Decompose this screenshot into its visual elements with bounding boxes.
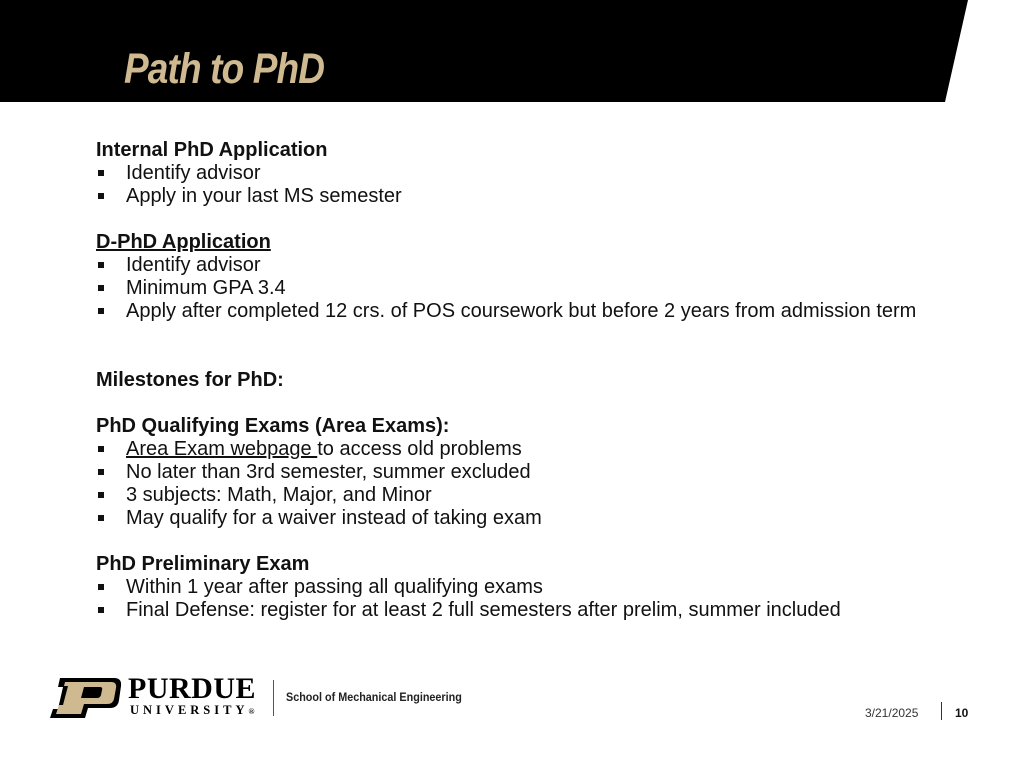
list-item: Within 1 year after passing all qualifying exams xyxy=(96,576,936,599)
date-divider xyxy=(941,702,942,720)
list-item: Apply in your last MS semester xyxy=(96,185,936,208)
list-item xyxy=(96,438,936,461)
slide-content xyxy=(96,139,936,622)
preliminary-exam-list xyxy=(96,576,936,622)
purdue-logo xyxy=(48,672,278,722)
list-item: Final Defense: register for at least 2 full semesters after prelim, summer included xyxy=(96,599,936,622)
list-item: Minimum GPA 3.4 xyxy=(96,277,936,300)
preliminary-exam-heading: PhD Preliminary Exam xyxy=(96,553,310,575)
slide-title: Path to PhD xyxy=(124,45,325,93)
logo-university-text: UNIVERSITY xyxy=(130,703,249,717)
school-name: School of Mechanical Engineering xyxy=(286,690,462,704)
internal-phd-heading: Internal PhD Application xyxy=(96,139,328,161)
purdue-p-icon xyxy=(48,678,122,718)
footer-divider xyxy=(273,680,274,716)
list-item: Apply after completed 12 crs. of POS coursework but before 2 years from admission term xyxy=(96,300,936,323)
page-number: 10 xyxy=(955,706,969,720)
qualifying-exams-list xyxy=(96,438,936,530)
area-exam-link[interactable]: Area Exam webpage xyxy=(126,438,318,460)
list-item: No later than 3rd semester, summer excluded xyxy=(96,461,936,484)
milestones-heading: Milestones for PhD: xyxy=(96,369,284,391)
internal-phd-list xyxy=(96,162,936,208)
slide-date: 3/21/2025 xyxy=(865,706,919,720)
qualifying-exams-heading: PhD Qualifying Exams (Area Exams): xyxy=(96,415,450,437)
logo-registered-mark: ® xyxy=(248,707,255,716)
list-item: May qualify for a waiver instead of taking exam xyxy=(96,507,936,530)
d-phd-heading: D-PhD Application xyxy=(96,231,271,253)
d-phd-list xyxy=(96,254,936,323)
logo-wordmark-top: PURDUE xyxy=(128,672,256,705)
list-item: Identify advisor xyxy=(96,254,936,277)
list-item: Identify advisor xyxy=(96,162,936,185)
area-exam-link-suffix: to access old problems xyxy=(317,438,522,460)
logo-wordmark-bottom xyxy=(130,704,254,717)
list-item: 3 subjects: Math, Major, and Minor xyxy=(96,484,936,507)
